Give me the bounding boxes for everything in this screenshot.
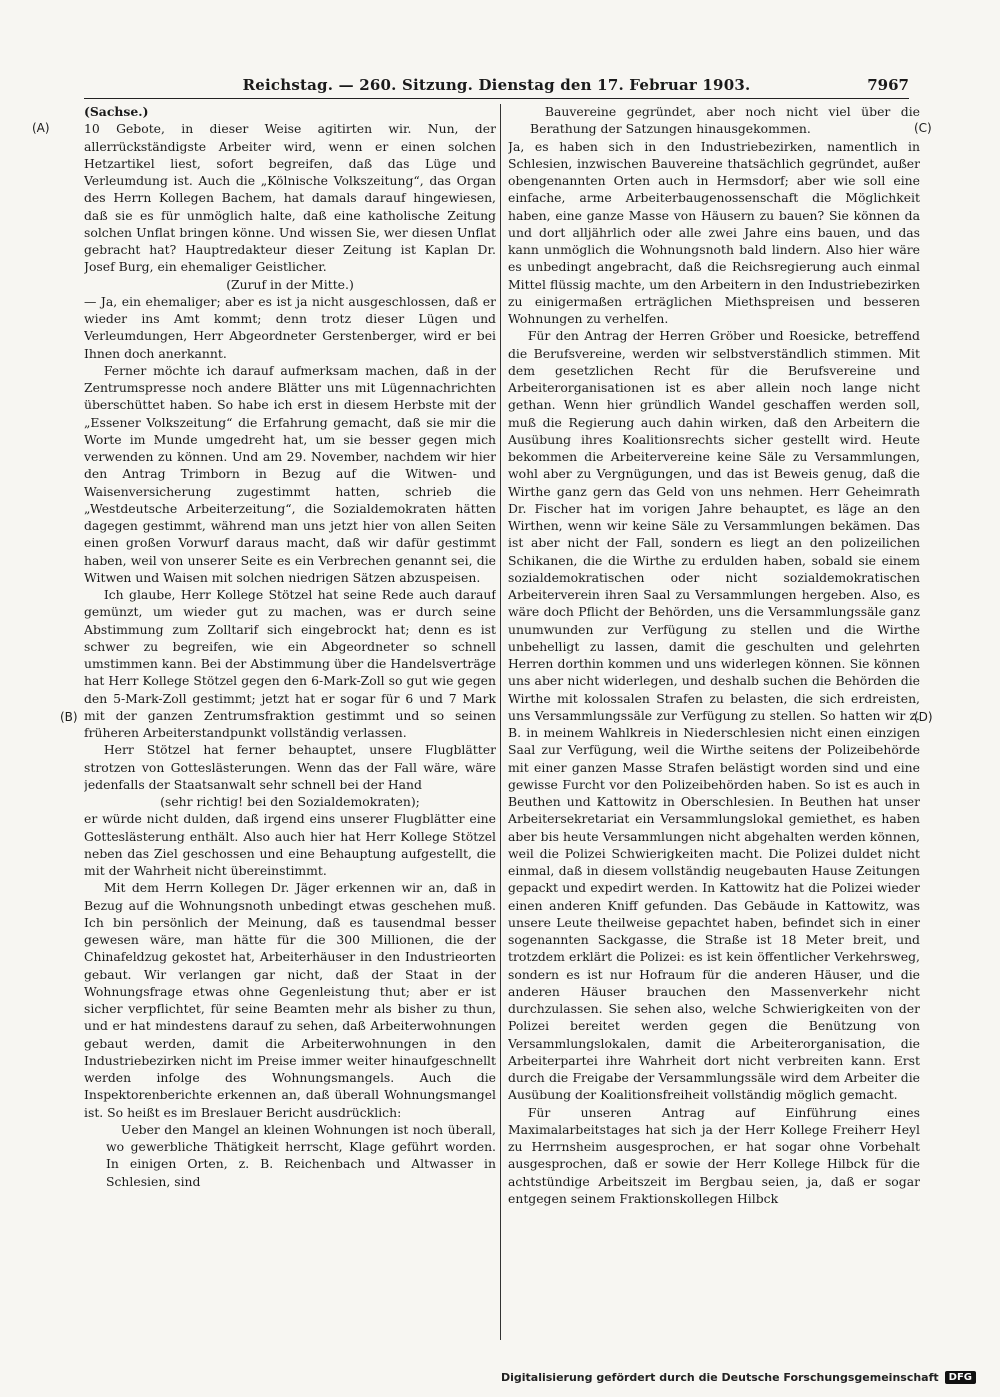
margin-mark-d: (D) [914,710,933,724]
dfg-logo: DFG [945,1371,976,1384]
digitization-footer [501,1371,976,1384]
column-divider [500,104,501,1340]
margin-mark-b: (B) [60,710,78,724]
interjection-2: (sehr richtig! bei den Sozialdemokraten); [160,794,420,809]
right-paragraph-3: Für unseren Antrag auf Einführung eines Maximalarbeitstages hat sich ja der Herr Kollege Freiherr Heyl zu Herrnsheim ausgesprochen, er hat sogar ohne Vorbehalt ausgesprochen, daß er sowie der Herr Kollege Hilbck für die achtstündige Arbeitszeit im Bergbau seien, ja, daß er sogar entgegen seinem Fraktionskollegen Hilbck [508,1104,920,1206]
left-paragraph-7: Mit dem Herrn Kollegen Dr. Jäger erkennen wir an, daß in Bezug auf die Wohnungsnoth unbedingt etwas geschehen muß. Ich bin persönlich der Meinung, daß es tausendmal besser gewesen wäre, man hätte für die 300 Millionen, die der Chinafeldzug gekostet hat, Arbeiterhäuser in den Industrieorten gebaut. Wir verlangen gar nicht, daß der Staat in der Wohnungsfrage etwas ohne Gegenleistung thut; aber er ist sicher verpflichtet, für seine Beamten mehr als bisher zu thun, und er hat mindestens darauf zu sehen, daß Arbeiterwohnungen gebaut werden, damit die Arbeiterwohnungen in den Industriebezirken nicht im Preise immer weiter hinaufgeschnellt werden infolge des Wohnungsmangels. Auch die Inspektorenberichte erkennen an, daß überall Wohnungsmangel ist. So heißt es im Breslauer Bericht ausdrücklich: [84,880,496,1120]
right-column [508,103,920,1338]
margin-mark-c: (C) [914,121,932,135]
right-paragraph-1: Ja, es haben sich in den Industriebezirken, namentlich in Schlesien, inzwischen Bauvereine thatsächlich gegründet, außer obengenannten Orten auch in Hermsdorf; aber wie soll eine einfache, arme Arbeiterbaugenossenschaft die Möglichkeit haben, eine ganze Masse von Häusern zu bauen? Sie können da und dort alljährlich oder alle zwei Jahre eins bauen, und das kann unmöglich die Wohnungsnoth bald lindern. Also hier wäre es unbedingt angebracht, daß die Reichsregierung auch einmal Mittel flüssig machte, um den Arbeitern in den Industriebezirken zu einigermaßen erträglichen Miethspreisen und besseren Wohnungen zu verhelfen. [508,138,920,326]
footer-text: Digitalisierung gefördert durch die Deutsche Forschungsgemeinschaft [500,1371,939,1384]
left-paragraph-4: Ich glaube, Herr Kollege Stötzel hat seine Rede auch darauf gemünzt, um wieder gut zu machen, was er durch seine Abstimmung zum Zolltarif sich eingebrockt hat; denn es ist schwer zu begreifen, wie ein Abgeordneter so schnell umstimmen kann. Bei der Abstimmung über die Handelsverträge hat Herr Kollege Stötzel gegen den 6-Mark-Zoll so gut wie gegen den 5-Mark-Zoll gestimmt; jetzt hat er sogar für 6 und 7 Mark mit der ganzen Zentrumsfraktion gestimmt und so seinen früheren Arbeiterstandpunkt vollständig verlassen. [84,587,496,740]
report-quote-continued: Bauvereine gegründet, aber noch nicht viel über die Berathung der Satzungen hinausgekommen. [530,104,920,137]
interjection-1: (Zuruf in der Mitte.) [226,276,354,292]
right-paragraph-2: Für den Antrag der Herren Gröber und Roesicke, betreffend die Berufsvereine, werden wir selbstverständlich stimmen. Mit dem gesetzlichen Recht für die Berufsvereine und Arbeiterorganisationen ist es aber allein noch lange nicht gethan. Wenn hier gründlich Wandel geschaffen werden soll, muß die Regierung auch dahin wirken, daß den Arbeitern die Ausübung ihres Koalitionsrechts sicher gestellt wird. Heute bekommen die Arbeitervereine keine Säle zu Versammlungen, wohl aber zu Vergnügungen, und das ist Beweis genug, daß die Wirthe ganz gern das Geld von uns nehmen. Herr Geheimrath Dr. Fischer hat im vorigen Jahre behauptet, es läge an den Wirthen, wenn wir keine Säle zu Versammlungen bekämen. Das ist aber nicht der Fall, sondern es liegt an den polizeilichen Schikanen, die die Wirthe zu erdulden haben, sobald sie einem sozialdemokratischen oder nicht sozialdemokratischen Arbeiterverein ihren Saal zu Versammlungen hergeben. Also, es wäre doch Pflicht der Behörden, uns die Versammlungssäle ganz unumwunden zur Verfügung zu stellen und die Wirthe unbehelligt zu lassen, damit die geschulten und gelehrten Herren dorthin kommen und uns widerlegen können. Sie können uns aber nicht widerlegen, und deshalb suchen die Behörden die Wirthe mit kolossalen Strafen zu belasten, die sich erdreisten, uns Versammlungssäle zur Verfügung zu stellen. So hatten wir z. B. in meinem Wahlkreis in Niederschlesien nicht einen einzigen Saal zur Verfügung, weil die Wirthe seitens der Polizeibehörde mit einer ganzen Masse Strafen belästigt worden sind und eine gewisse Furcht vor den Polizeibehörden haben. So ist es auch in Beuthen und Kattowitz in Oberschlesien. In Beuthen hat unser Arbeitersekretariat ein Versammlungslokal gemiethet, es haben aber bis heute Versammlungen nicht abgehalten werden können, weil die Polizei Schwierigkeiten macht. Die Polizei duldet nicht einmal, daß in diesem vollständig neugebauten Hause Zeitungen gepackt und expedirt werden. In Kattowitz hat die Polizei wieder einen anderen Kniff gefunden. Das Gebäude in Kattowitz, was unsere Leute theilweise gepachtet haben, befindet sich in einer sogenannten Sackgasse, die Straße ist 18 Meter breit, und trotzdem erklärt die Polizei: es ist kein öffentlicher Verkehrsweg, sondern es ist nur Hofraum für die anderen Häuser, und die anderen Häuser brauchen den Massenverkehr nicht durchzulassen. Sie sehen also, welche Schwierigkeiten von der Polizei bereitet werden gegen die Benützung von Versammlungslokalen, damit die Arbeiterorganisation, die Arbeiterpartei ihre Wahrheit dort nicht verbreiten kann. Erst durch die Freigabe der Versammlungssäle wird dem Arbeiter die Ausübung der Koalitionsfreiheit vollständig möglich gemacht. [508,328,920,1103]
report-quote: Ueber den Mangel an kleinen Wohnungen ist noch überall, wo gewerbliche Thätigkeit herrscht, Klage geführt worden. In einigen Orten, z. B. Reichenbach und Altwasser in Schlesien, sind [106,1121,496,1189]
page-header [84,76,909,99]
margin-mark-a: (A) [32,121,50,135]
left-paragraph-5: Herr Stötzel hat ferner behauptet, unsere Flugblätter strotzen von Gotteslästerungen. Wenn das der Fall wäre, wäre jedenfalls der Staatsanwalt sehr schnell bei der Hand [84,742,496,792]
speaker-label: (Sachse.) [84,104,149,119]
left-column [84,103,496,1338]
header-title: Reichstag. — 260. Sitzung. Dienstag den 17. Februar 1903. [242,76,751,94]
page-number: 7967 [867,76,909,94]
left-paragraph-6: er würde nicht dulden, daß irgend eins unserer Flugblätter eine Gotteslästerung enthält. Also auch hier hat Herr Kollege Stötzel neben das Ziel geschossen und eine Behauptung aufgestellt, die mit der Wahrheit nicht übereinstimmt. [84,811,496,878]
left-paragraph-2: — Ja, ein ehemaliger; aber es ist ja nicht ausgeschlossen, daß er wieder ins Amt kommt; denn trotz dieser Lügen und Verleumdungen, Herr Abgeordneter Gerstenberger, wird er bei Ihnen doch anerkannt. [84,293,496,361]
left-paragraph-1: 10 Gebote, in dieser Weise agitirten wir. Nun, der allerrückständigste Arbeiter wird, wenn er einen solchen Hetzartikel liest, sofort begreifen, daß das Lüge und Verleumdung ist. Auch die „Kölnische Volkszeitung“, das Organ des Herrn Kollegen Bachem, hat damals darauf hingewiesen, daß sie es für unmöglich halte, daß eine katholische Zeitung solchen Unflat bringen könne. Und wissen Sie, wer diesen Unflat gebracht hat? Hauptredakteur dieser Zeitung ist Kaplan Dr. Josef Burg, ein ehemaliger Geistlicher. [84,121,496,275]
left-paragraph-3: Ferner möchte ich darauf aufmerksam machen, daß in der Zentrumspresse noch andere Blätter uns mit Lügennachrichten überschüttet haben. So habe ich erst in diesem Herbste mit der „Essener Volkszeitung“ die Erfahrung gemacht, daß sie mir die Worte im Munde umgedreht hat, um sie besser gegen mich verwenden zu können. Und am 29. November, nachdem wir hier den Antrag Trimborn in Bezug auf die Witwen- und Waisenversicherung zugestimmt hatten, schrieb die „Westdeutsche Arbeiterzeitung“, die Sozialdemokraten hätten dagegen gestimmt, während man uns jetzt hier von allen Seiten einen großen Vorwurf daraus macht, daß wir dafür gestimmt haben, weil von unserer Seite es ein Verbrechen genannt sei, die Witwen und Waisen mit solchen niedrigen Sätzen abzuspeisen. [84,362,496,585]
